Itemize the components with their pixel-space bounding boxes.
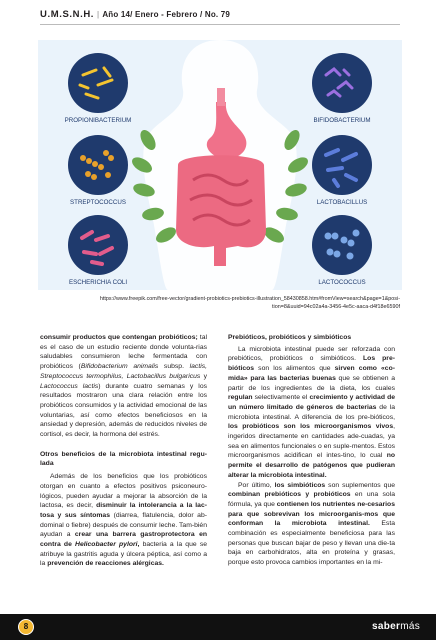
bold-text: combinan prebióticos y probióticos [228,491,351,499]
right-paragraph-2 [228,481,395,568]
body-text: , ingeridos directamente en cantidades ade-cuadas, ya sea en alimentos funcionales o en suple-mentos. Estos microorganismos acidifican el intes-tino, lo cual [228,423,395,460]
page-number: 8 [18,619,34,635]
esophagus [217,88,225,106]
page-footer [0,614,436,640]
body-text: subsp. [158,363,190,371]
body-text: selectivamente el [252,394,310,402]
body-text: son suplementos que [325,481,396,489]
label-bifidobacterium: BIFIDOBACTERIUM [313,117,371,124]
bold-text: no permite el desarrollo de patógenos que pudieran alterar la microbiota intestinal. [228,452,395,479]
body-text: bacteria a la que se atribuye la gastritis aguda y úlcera péptica, así como a la [40,541,207,568]
italic-text: Lactococcus lactis [40,382,99,390]
bold-italic-text: Helicobacter pylori [75,541,138,549]
body-text: en una sola fórmula, ya que [228,491,395,508]
bold-text: Los pre-bióticos [228,355,395,373]
body-text: Además de los beneficios que los probióticos otorgan en cuanto a efectos positivos psiconeuro-lógicos, pueden ayudar a mejorar la absorción de la lactosa, es decir, [40,473,207,510]
body-text: Esta combinación es especialmente beneficiosa para las personas que buscan bajar de peso y llevan una die-ta baja en carbohidratos, alta en proteína y grasas, porque esto provoca cambios importantes en la mi- [228,520,395,567]
credit-line-2: tion=8&uuid=94c02a4a-3456-4e5c-aaca-d4f18e6590f [272,303,400,310]
left-column [40,333,207,569]
right-paragraph-1 [228,345,395,481]
page-header [40,9,230,20]
right-column [228,333,395,568]
body-text: Por último, [238,481,275,489]
italic-text: lactis, Streptococcus termophilus, Lactobacillus bulgaricus [40,363,207,380]
section-heading-prebioticos: Prebióticos, probióticos y simbióticos [228,334,352,341]
body-text: La microbiota intestinal puede ser reforzada con prebióticos, probióticos o simbióticos. [228,345,395,363]
label-lactococcus: LACTOCOCCUS [318,279,366,286]
journal-name: U.M.S.N.H. [40,9,95,20]
bold-text: crear una barrera gastroprotectora en contra de [40,531,208,549]
body-text: son los alimentos que [254,365,335,373]
illustration-svg [38,40,402,290]
bold-text: consumir productos que contengan probióticos; [40,334,198,341]
bold-text: prevención de reacciones alérgicas. [47,560,164,568]
issue-info: Año 14/ Enero - Febrero / No. 79 [102,10,231,19]
credit-line-1: https://www.freepik.com/free-vector/gradient-probiotics-prebiotics-illustration_58430858.htm#fromView=search&page=1&posi- [99,296,400,302]
probiotics-illustration [38,40,402,290]
body-text: de la microbiota intestinal. A diferencia de los pre-bióticos, [228,403,395,421]
brand-text: más [400,621,420,632]
body-text: y [200,372,208,380]
italic-text: Bifidobacterium animalis [80,363,159,371]
body-text: ) durante cuatro semanas y los resultados mostraron una clara relación entre los probióticos consumidos y la actividad emocional de las voluntarias, así como efectos beneficiosos en la ansiedad y depresión, además de reducidos niveles de cortisol, es decir, la hormona del estrés. [40,382,207,439]
label-streptococcus: STREPTOCOCCUS [70,199,126,206]
bold-text: , [137,541,140,549]
left-paragraph-1 [40,333,207,440]
body-text: tal es el caso de un estudio reciente donde volunta-rias saludables consumieron leche fermentada con probióticos ( [40,334,207,371]
left-paragraph-2 [40,472,207,569]
body-text: (diarrea, flatulencia, dolor ab-dominal o fiebre) después de consumir leche. Tam-bién ayudan a [40,511,207,539]
image-credit [40,296,400,311]
label-lactobacillus: LACTOBACILLUS [316,199,368,206]
section-heading-beneficios: Otros beneficios de la microbiota intestinal regu-lada [40,450,207,468]
header-separator: | [97,10,100,19]
bold-text: crecimiento y actividad de un número limitado de géneros de bacterias [228,394,396,411]
body-text: que se obtienen a partir de los ingredientes de la dieta, los cuales [228,374,395,392]
brand-text: saber [372,621,401,632]
bold-text: los simbióticos [274,481,326,489]
label-propionibacterium: PROPIONIBACTERIUM [64,117,132,124]
header-rule [40,24,400,25]
bold-text: los probióticos son los microorganismos vivos [228,423,394,431]
bold-text: sirven como «co-mida» para las bacterias buenas [228,365,395,382]
label-escherichia-coli: ESCHERICHIA COLI [68,279,128,286]
brand-logo [372,621,420,632]
bold-text: regulan [228,394,253,402]
bold-text: disminuir la intolerancia a la lac-tosa y sus síntomas [40,502,208,519]
bold-text: contienen los nutrientes ne-cesarios para que sobrevivan los microorganis-mos que conforman la microbiota intestinal. [228,500,395,528]
